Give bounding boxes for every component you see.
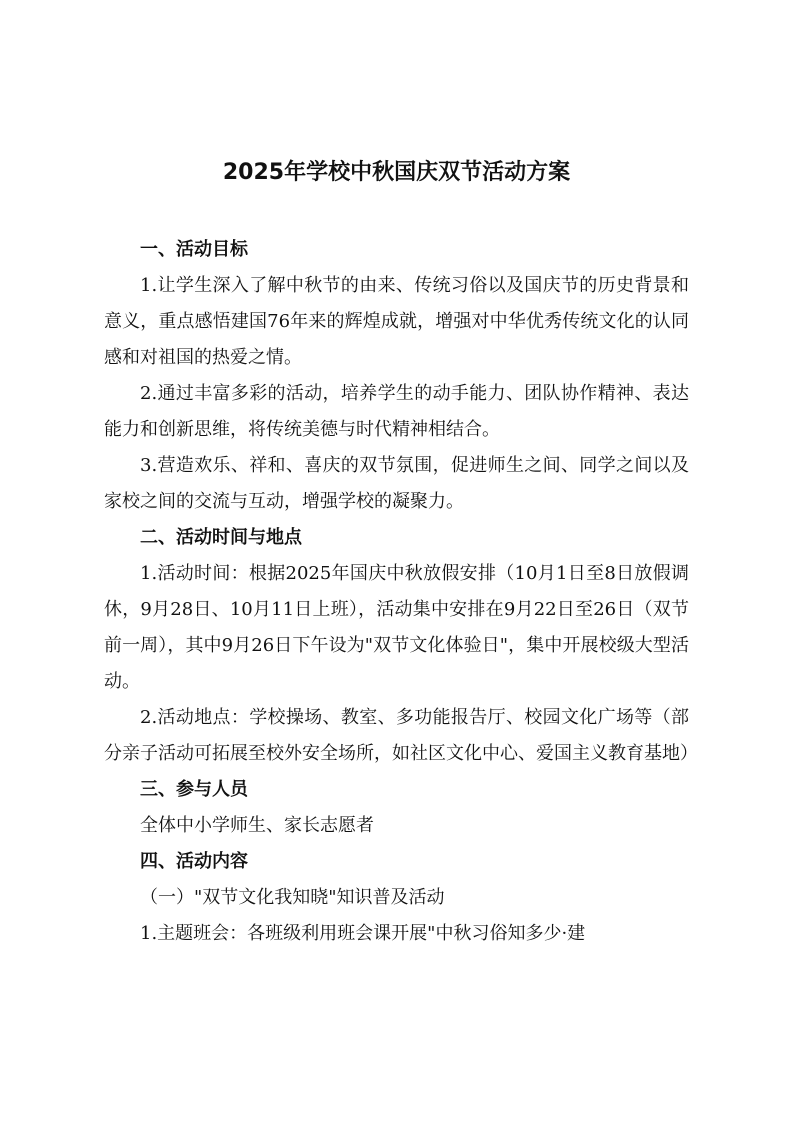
paragraph-goal-3: 3.营造欢乐、祥和、喜庆的双节氛围，促进师生之间、同学之间以及家校之间的交流与互动，增强学校的凝聚力。 [104, 455, 689, 512]
section-heading-goals: 一、活动目标 [140, 239, 248, 260]
subheading-knowledge-activity: （一）"双节文化我知晓"知识普及活动 [140, 887, 445, 908]
section-heading-content: 四、活动内容 [140, 851, 248, 872]
section-heading-participants: 三、参与人员 [140, 779, 248, 800]
paragraph-place: 2.活动地点：学校操场、教室、多功能报告厅、校园文化广场等（部分亲子活动可拓展至校外安全场所，如社区文化中心、爱国主义教育基地） [104, 707, 698, 764]
paragraph-time: 1.活动时间：根据2025年国庆中秋放假安排（10月1日至8日放假调休，9月28日、10月11日上班），活动集中安排在9月22日至26日（双节前一周），其中9月26日下午设为"双节文化体验日"，集中开展校级大型活动。 [104, 563, 689, 692]
paragraph-participants: 全体中小学师生、家长志愿者 [140, 815, 374, 836]
paragraph-goal-2: 2.通过丰富多彩的活动，培养学生的动手能力、团队协作精神、表达能力和创新思维，将传统美德与时代精神相结合。 [104, 383, 689, 440]
document-title: 2025年学校中秋国庆双节活动方案 [222, 160, 571, 185]
section-heading-time-place: 二、活动时间与地点 [140, 527, 302, 548]
paragraph-class-meeting: 1.主题班会：各班级利用班会课开展"中秋习俗知多少·建 [140, 923, 586, 944]
paragraph-goal-1: 1.让学生深入了解中秋节的由来、传统习俗以及国庆节的历史背景和意义，重点感悟建国76年来的辉煌成就，增强对中华优秀传统文化的认同感和对祖国的热爱之情。 [104, 275, 689, 368]
